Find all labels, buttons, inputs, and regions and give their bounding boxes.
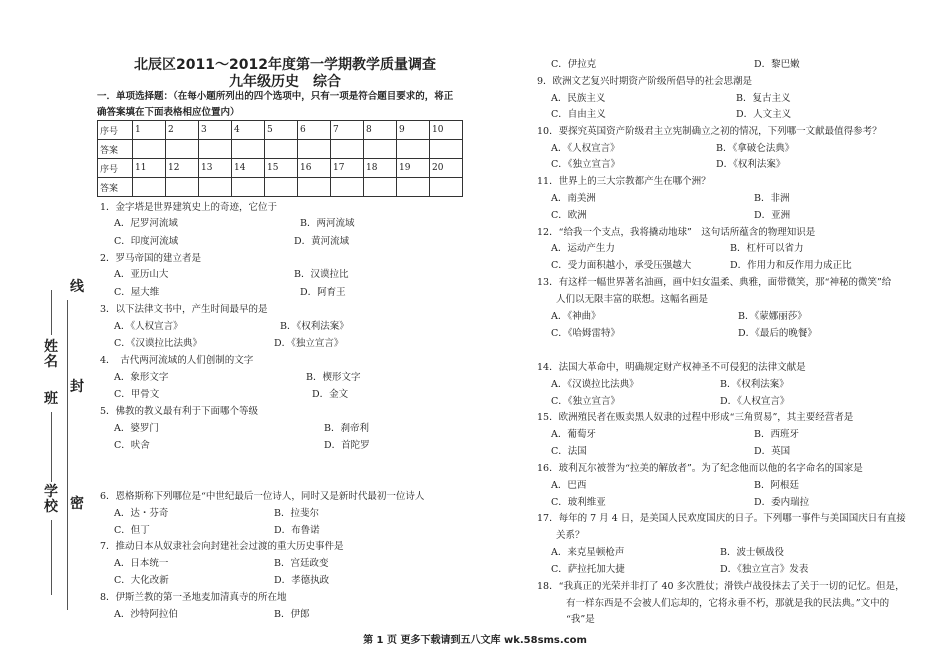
table-cell: 11 (133, 159, 166, 178)
table-cell: 20 (430, 159, 463, 178)
option: D．亚洲 (754, 210, 791, 221)
answer-cell[interactable] (298, 178, 331, 197)
answer-cell[interactable] (232, 178, 265, 197)
table-cell: 9 (397, 121, 430, 140)
table-cell: 1 (133, 121, 166, 140)
option: B．复古主义 (736, 93, 791, 104)
option: C．《独立宣言》 (551, 396, 621, 407)
question-8: 8．伊斯兰教的第一圣地麦加清真寺的所在地 (100, 592, 287, 603)
table-cell: 4 (232, 121, 265, 140)
option: A．象形文字 (114, 372, 169, 383)
option: A．民族主义 (551, 93, 606, 104)
answer-table (97, 120, 463, 197)
table-cell: 15 (265, 159, 298, 178)
option: D．金文 (312, 389, 349, 400)
table-row (98, 121, 463, 140)
school-label: 学校 (44, 484, 58, 515)
option: A．南美洲 (551, 193, 596, 204)
answer-cell[interactable] (232, 140, 265, 159)
table-row (98, 159, 463, 178)
option: B．拉斐尔 (274, 508, 319, 519)
page-footer: 第 1 页 更多下载请到五八文库 wk.58sms.com (363, 635, 587, 646)
option: D．作用力和反作用力成正比 (730, 260, 852, 271)
option: D．阿育王 (300, 287, 346, 298)
question-7: 7．推动日本从奴隶社会向封建社会过渡的重大历史事件是 (100, 541, 344, 552)
option: D．黎巴嫩 (754, 59, 800, 70)
table-cell: 16 (298, 159, 331, 178)
option: B．伊郎 (274, 609, 310, 620)
option: B．《权利法案》 (720, 379, 789, 390)
question-11: 11．世界上的三大宗教都产生在哪个洲？ (537, 176, 711, 187)
answer-cell[interactable] (364, 140, 397, 159)
option: B．非洲 (754, 193, 790, 204)
question-17: 17．每年的 7 月 4 日，是美国人民欢度国庆的日子。下列哪一事件与美国国庆日有直接 (537, 513, 906, 524)
option: A．葡萄牙 (551, 429, 596, 440)
option: A．来克星顿枪声 (551, 547, 625, 558)
answer-cell[interactable] (133, 178, 166, 197)
answer-cell[interactable] (331, 178, 364, 197)
option: C．《独立宣言》 (551, 159, 621, 170)
option: D．孝德执政 (274, 575, 330, 586)
question-2: 2．罗马帝国的建立者是 (100, 253, 202, 264)
question-9: 9．欧洲文艺复兴时期资产阶级所倡导的社会思潮是 (537, 76, 753, 87)
table-cell: 7 (331, 121, 364, 140)
option: D．黄河流域 (294, 236, 350, 247)
answer-cell[interactable] (397, 178, 430, 197)
answer-cell[interactable] (298, 140, 331, 159)
option: D．英国 (754, 446, 791, 457)
answer-cell[interactable] (397, 140, 430, 159)
option: A．达・芬奇 (114, 508, 169, 519)
class-label: 班 (44, 391, 58, 407)
class-underline (51, 412, 52, 482)
seal-char-mi: 密 (70, 496, 84, 512)
name-label: 姓名 (44, 339, 58, 370)
exam-title: 北辰区2011～2012年度第一学期教学质量调查 (134, 57, 436, 73)
answer-cell[interactable] (331, 140, 364, 159)
seal-char-feng: 封 (70, 379, 84, 395)
table-cell: 12 (166, 159, 199, 178)
question-5: 5．佛教的教义最有利于下面哪个等级 (100, 406, 259, 417)
table-cell: 5 (265, 121, 298, 140)
question-13: 13．有这样一幅世界著名油画，画中妇女温柔、典雅，面带微笑，那“神秘的微笑”给 (537, 277, 892, 288)
answer-cell[interactable] (166, 140, 199, 159)
option: D．《最后的晚餐》 (738, 328, 817, 339)
table-cell: 6 (298, 121, 331, 140)
table-cell: 10 (430, 121, 463, 140)
table-cell: 19 (397, 159, 430, 178)
question-17-cont: 关系？ (556, 530, 585, 541)
seal-char-xian: 线 (70, 279, 84, 295)
option: C．法国 (551, 446, 587, 457)
question-10: 10．要探究英国资产阶级君主立宪制确立之初的情况，下列哪一文献最值得参考？ (537, 126, 882, 137)
question-16: 16．玻利瓦尔被誉为“拉美的解放者”。为了纪念他而以他的名字命名的国家是 (537, 463, 863, 474)
option: B．阿根廷 (754, 480, 799, 491)
option: B．楔形文字 (306, 372, 361, 383)
binding-line (67, 300, 68, 610)
option: C．吠舍 (114, 440, 150, 451)
option: C．玻利维亚 (551, 497, 606, 508)
table-cell: 序号 (98, 159, 133, 178)
option: C．自由主义 (551, 109, 606, 120)
answer-cell[interactable] (199, 178, 232, 197)
option: B．《权利法案》 (280, 321, 349, 332)
option: B．两河流域 (300, 218, 355, 229)
exam-subtitle: 九年级历史 综合 (229, 74, 341, 90)
question-18-cont: “我”是 (566, 614, 595, 625)
option: A．日本统一 (114, 558, 169, 569)
answer-cell[interactable] (133, 140, 166, 159)
table-cell: 2 (166, 121, 199, 140)
option: C．《汉谟拉比法典》 (114, 338, 203, 349)
option: D．布鲁诺 (274, 525, 320, 536)
table-cell: 答案 (98, 178, 133, 197)
option: A．《神曲》 (551, 311, 601, 322)
option: A．沙特阿拉伯 (114, 609, 178, 620)
question-18-cont: 有一样东西是不会被人们忘却的，它将永垂不朽，那就是我的民法典。”文中的 (566, 598, 890, 609)
option: B．刹帝利 (324, 423, 369, 434)
option: C．印度河流域 (114, 236, 179, 247)
table-cell: 8 (364, 121, 397, 140)
option: A．运动产生力 (551, 243, 615, 254)
option: B．《拿破仑法典》 (716, 143, 795, 154)
option: D．人文主义 (736, 109, 792, 120)
option: B．波士顿战役 (720, 547, 784, 558)
option: A．《人权宣言》 (551, 143, 620, 154)
option: A．《汉谟拉比法典》 (551, 379, 639, 390)
table-cell: 14 (232, 159, 265, 178)
table-cell: 13 (199, 159, 232, 178)
answer-cell[interactable] (265, 140, 298, 159)
question-15: 15．欧洲殖民者在贩卖黑人奴隶的过程中形成“三角贸易”，其主要经营者是 (537, 412, 854, 423)
option: C．甲骨文 (114, 389, 160, 400)
option: A．巴西 (551, 480, 587, 491)
option: B．《蒙娜丽莎》 (738, 311, 807, 322)
option: D．《人权宣言》 (720, 396, 790, 407)
option: D．首陀罗 (324, 440, 370, 451)
question-13-cont: 人们以无限丰富的联想。这幅名画是 (556, 294, 709, 305)
option: D．《权利法案》 (716, 159, 786, 170)
option: C．受力面积越小，承受压强越大 (551, 260, 692, 271)
option: A．尼罗河流域 (114, 218, 178, 229)
answer-cell[interactable] (199, 140, 232, 159)
question-18: 18．“我真正的光荣并非打了 40 多次胜仗；滑铁卢战役抹去了关于一切的记忆。但是， (537, 581, 905, 592)
answer-cell[interactable] (430, 140, 463, 159)
question-4: 4． 古代两河流域的人们创制的文字 (100, 355, 254, 366)
question-3: 3．以下法律文书中，产生时间最早的是 (100, 304, 268, 315)
option: C．《哈姆雷特》 (551, 328, 621, 339)
option: B．宫廷政变 (274, 558, 329, 569)
option: C．大化改新 (114, 575, 169, 586)
option: B．汉谟拉比 (294, 269, 349, 280)
option: A．亚历山大 (114, 269, 169, 280)
option: D．《独立宣言》 (274, 338, 344, 349)
question-1: 1．金字塔是世界建筑史上的奇迹，它位于 (100, 202, 278, 213)
table-cell: 序号 (98, 121, 133, 140)
table-cell: 17 (331, 159, 364, 178)
question-14: 14．法国大革命中，明确规定财产权神圣不可侵犯的法律文献是 (537, 362, 806, 373)
option: D．委内瑞拉 (754, 497, 810, 508)
option: C．伊拉克 (551, 59, 597, 70)
answer-cell[interactable] (430, 178, 463, 197)
option: C．屋大维 (114, 287, 160, 298)
answer-cell[interactable] (166, 178, 199, 197)
school-underline (51, 520, 52, 595)
option: D．《独立宣言》发表 (720, 564, 809, 575)
option: B．西班牙 (754, 429, 799, 440)
section-heading: 一．单项选择题：（在每小题所列出的四个选项中，只有一项是符合题目要求的，将正 确答案填在下面表格相应位置内） (97, 91, 454, 118)
option: B．杠杆可以省力 (730, 243, 804, 254)
option: C．萨拉托加大捷 (551, 564, 625, 575)
table-cell: 3 (199, 121, 232, 140)
name-underline (51, 290, 52, 335)
table-row (98, 140, 463, 159)
answer-cell[interactable] (265, 178, 298, 197)
option: C．欧洲 (551, 210, 587, 221)
table-row (98, 178, 463, 197)
question-12: 12．“给我一个支点，我将撬动地球” 这句话所蕴含的物理知识是 (537, 227, 816, 238)
question-6: 6．恩格斯称下列哪位是“中世纪最后一位诗人，同时又是新时代最初一位诗人 (100, 491, 425, 502)
option: C．但丁 (114, 525, 150, 536)
option: A．《人权宣言》 (114, 321, 183, 332)
option: A．婆罗门 (114, 423, 159, 434)
table-cell: 答案 (98, 140, 133, 159)
answer-cell[interactable] (364, 178, 397, 197)
table-cell: 18 (364, 159, 397, 178)
